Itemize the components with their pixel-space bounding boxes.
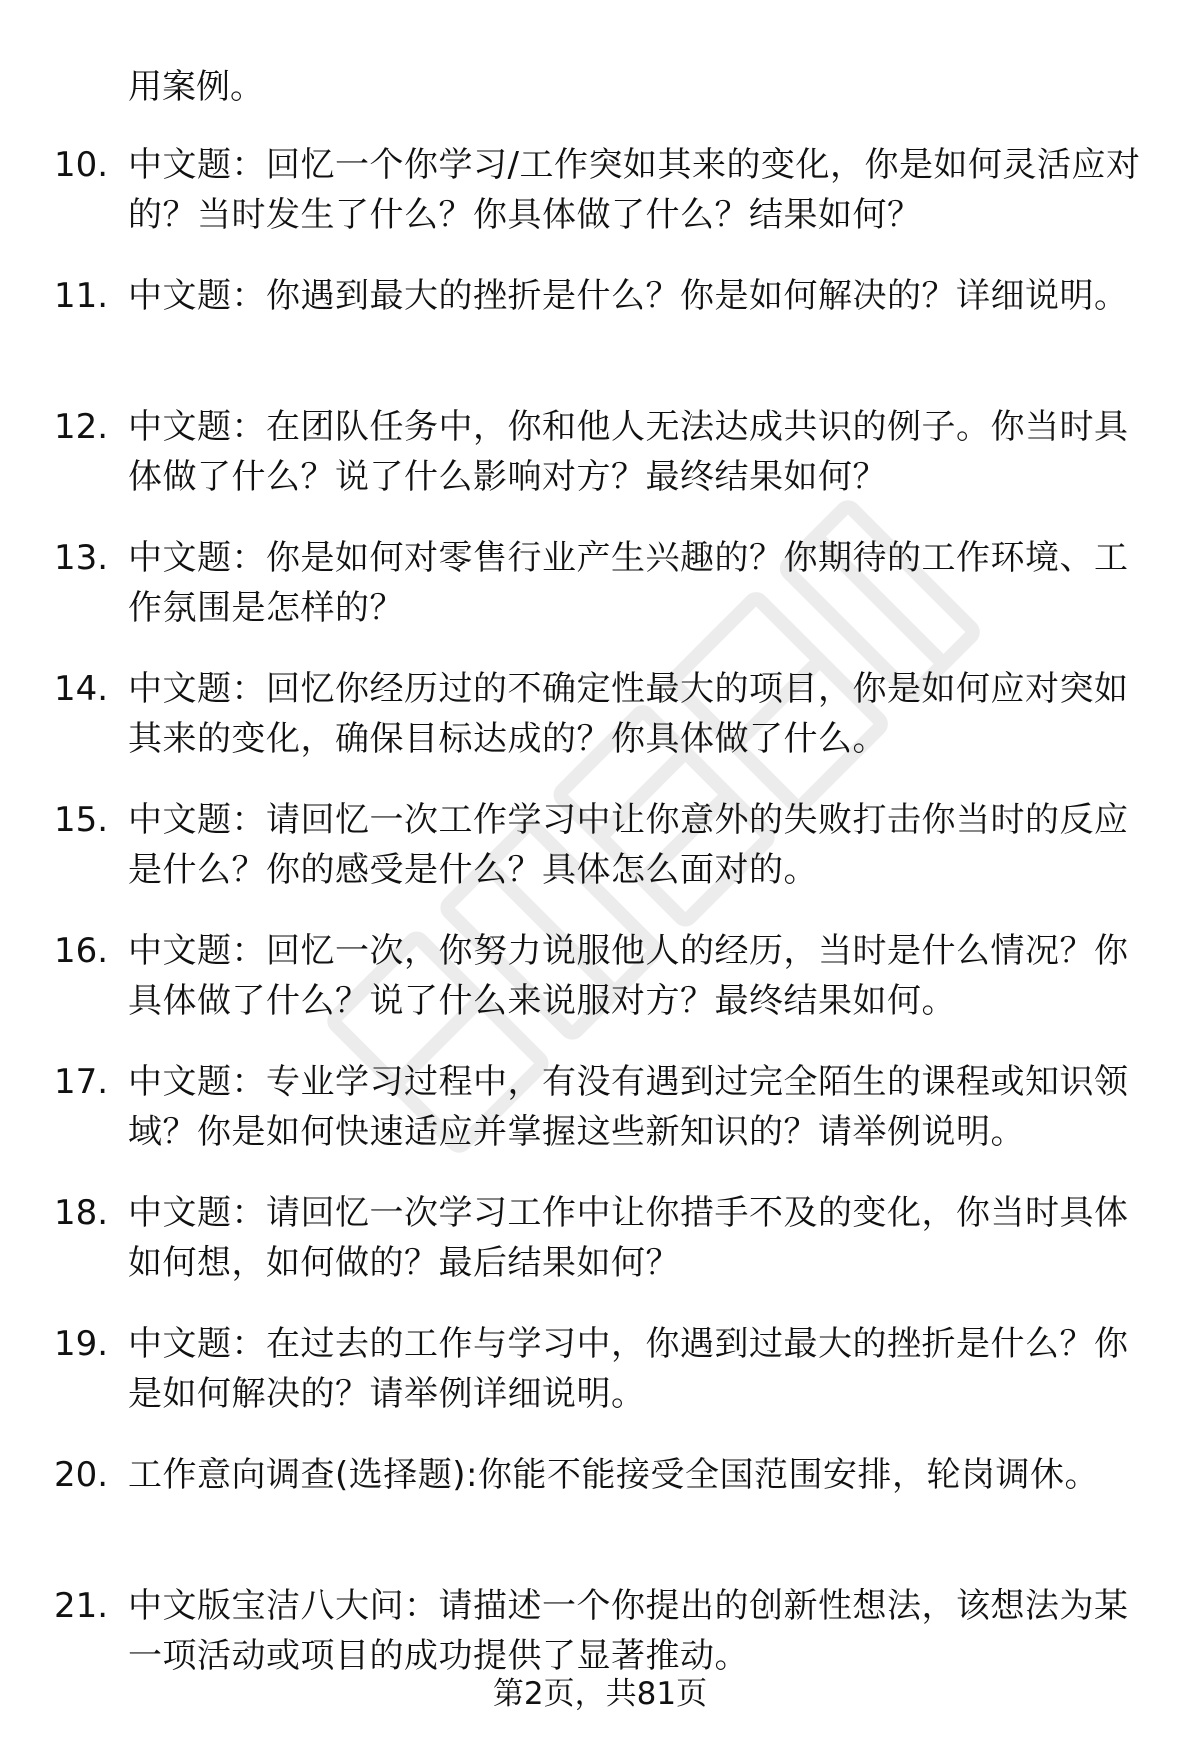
question-number: 14. bbox=[54, 669, 109, 709]
question-number: 16. bbox=[54, 931, 109, 971]
question-item bbox=[0, 533, 1200, 664]
question-text: 中文题：专业学习过程中，有没有遇到过完全陌生的课程或知识领域？你是如何快速适应并掌握这些新知识的？请举例说明。 bbox=[128, 1062, 1129, 1152]
question-text: 中文题：回忆一个你学习/工作突如其来的变化，你是如何灵活应对的？当时发生了什么？你具体做了什么？结果如何？ bbox=[128, 145, 1141, 235]
question-text: 中文题：请回忆一次学习工作中让你措手不及的变化，你当时具体如何想，如何做的？最后结果如何？ bbox=[128, 1193, 1129, 1283]
question-item bbox=[0, 926, 1200, 1057]
question-number: 15. bbox=[54, 800, 109, 840]
question-number: 13. bbox=[54, 538, 109, 578]
question-text: 中文题：回忆你经历过的不确定性最大的项目，你是如何应对突如其来的变化，确保目标达成的？你具体做了什么。 bbox=[128, 669, 1129, 759]
question-number: 21. bbox=[54, 1586, 109, 1626]
question-text: 中文题：请回忆一次工作学习中让你意外的失败打击你当时的反应是什么？你的感受是什么？具体怎么面对的。 bbox=[128, 800, 1129, 890]
question-item bbox=[0, 271, 1200, 402]
question-item bbox=[0, 140, 1200, 271]
question-item bbox=[0, 1319, 1200, 1450]
question-text: 中文版宝洁八大问：请描述一个你提出的创新性想法，该想法为某一项活动或项目的成功提供了显著推动。 bbox=[128, 1586, 1129, 1676]
question-item bbox=[0, 1057, 1200, 1188]
question-text: 中文题：在团队任务中，你和他人无法达成共识的例子。你当时具体做了什么？说了什么影响对方？最终结果如何？ bbox=[128, 407, 1129, 497]
question-item bbox=[0, 1450, 1200, 1581]
question-item bbox=[0, 1188, 1200, 1319]
continuation-text: 用案例。 bbox=[128, 67, 264, 107]
question-number: 20. bbox=[54, 1455, 109, 1495]
question-number: 18. bbox=[54, 1193, 109, 1233]
question-number: 12. bbox=[54, 407, 109, 447]
question-number: 19. bbox=[54, 1324, 109, 1364]
question-number: 11. bbox=[54, 276, 109, 316]
question-text: 中文题：你是如何对零售行业产生兴趣的？你期待的工作环境、工作氛围是怎样的？ bbox=[128, 538, 1129, 628]
question-list bbox=[0, 140, 1200, 1712]
question-item bbox=[0, 795, 1200, 926]
question-text: 中文题：你遇到最大的挫折是什么？你是如何解决的？详细说明。 bbox=[128, 276, 1129, 316]
question-item bbox=[0, 664, 1200, 795]
question-text: 中文题：在过去的工作与学习中，你遇到过最大的挫折是什么？你是如何解决的？请举例详细说明。 bbox=[128, 1324, 1129, 1414]
question-text: 中文题：回忆一次，你努力说服他人的经历，当时是什么情况？你具体做了什么？说了什么来说服对方？最终结果如何。 bbox=[128, 931, 1129, 1021]
question-number: 17. bbox=[54, 1062, 109, 1102]
page-footer: 第2页，共81页 bbox=[492, 1676, 708, 1712]
question-number: 10. bbox=[54, 145, 109, 185]
question-item bbox=[0, 402, 1200, 533]
question-text: 工作意向调查(选择题):你能不能接受全国范围安排，轮岗调休。 bbox=[128, 1455, 1099, 1495]
